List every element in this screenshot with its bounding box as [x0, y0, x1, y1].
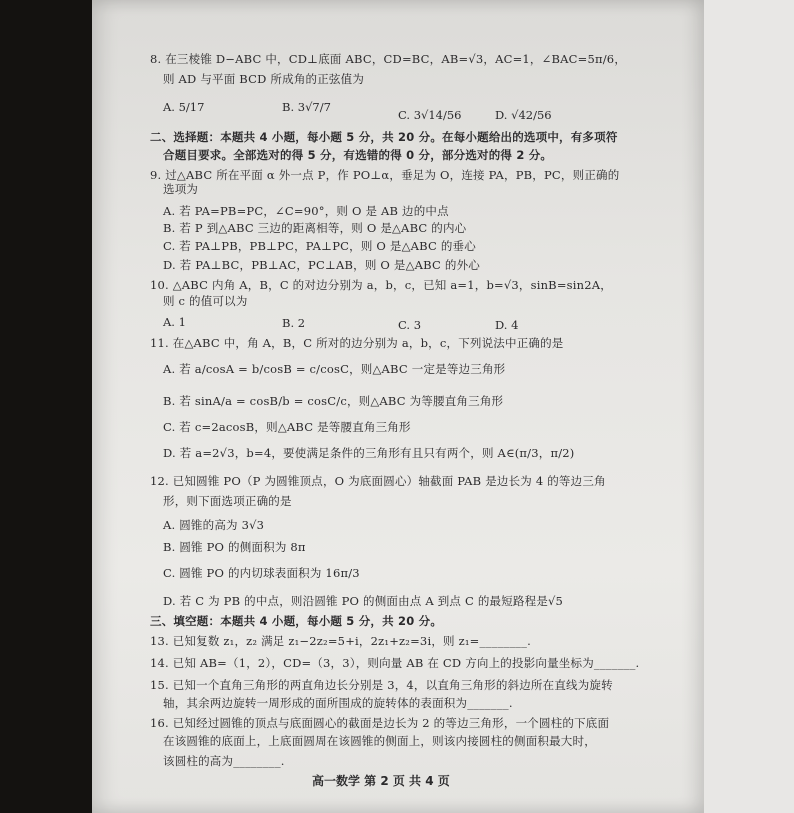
- q8-option-a: A. 5/17: [163, 100, 205, 114]
- q8-option-b: B. 3√7/7: [282, 100, 331, 114]
- q9-line1: 9. 过△ABC 所在平面 α 外一点 P，作 PO⊥α，垂足为 O，连接 PA，PB，PC，则正确的: [150, 168, 620, 182]
- q9-option-c: C. 若 PA⊥PB，PB⊥PC，PA⊥PC，则 O 是△ABC 的垂心: [163, 239, 476, 253]
- q10-option-c: C. 3: [398, 318, 422, 332]
- dark-background-left: [0, 0, 92, 813]
- q16-line1: 16. 已知经过圆锥的顶点与底面圆心的截面是边长为 2 的等边三角形，一个圆柱的下底面: [150, 716, 610, 730]
- section2-heading-line2: 合题目要求。全部选对的得 5 分，有选错的得 0 分，部分选对的得 2 分。: [163, 148, 553, 162]
- section2-heading-line1: 二、选择题：本题共 4 小题，每小题 5 分，共 20 分。在每小题给出的选项中，有多项符: [150, 130, 618, 144]
- q10-option-a: A. 1: [163, 315, 186, 329]
- q12-option-a: A. 圆锥的高为 3√3: [163, 518, 265, 532]
- q14: 14. 已知 AB=（1，2），CD=（3，3），则向量 AB 在 CD 方向上的投影向量坐标为_______.: [150, 656, 640, 670]
- q9-option-b: B. 若 P 到△ABC 三边的距离相等，则 O 是△ABC 的内心: [163, 221, 467, 235]
- q8-option-d: D. √42/56: [495, 108, 552, 122]
- q9-option-d: D. 若 PA⊥BC，PB⊥AC，PC⊥AB，则 O 是△ABC 的外心: [163, 258, 480, 272]
- q12-option-d: D. 若 C 为 PB 的中点，则沿圆锥 PO 的侧面由点 A 到点 C 的最短路程是√5: [163, 594, 564, 608]
- q11-option-d: D. 若 a=2√3，b=4，要使满足条件的三角形有且只有两个，则 A∈(π/3，π/2): [163, 446, 575, 460]
- q9-line2: 选项为: [163, 182, 199, 196]
- q12-line1: 12. 已知圆锥 PO（P 为圆锥顶点，O 为底面圆心）轴截面 PAB 是边长为 4 的等边三角: [150, 474, 606, 488]
- q10-line2: 则 c 的值可以为: [163, 294, 248, 308]
- q10-option-d: D. 4: [495, 318, 519, 332]
- q11-option-c: C. 若 c=2acosB，则△ABC 是等腰直角三角形: [163, 420, 411, 434]
- q11-option-a: A. 若 a/cosA = b/cosB = c/cosC，则△ABC 一定是等边三角形: [163, 362, 506, 376]
- background-right: [704, 0, 794, 813]
- q15-line2: 轴，其余两边旋转一周形成的面所围成的旋转体的表面积为_______.: [163, 696, 513, 710]
- q11-line1: 11. 在△ABC 中，角 A，B，C 所对的边分别为 a，b，c，下列说法中正确的是: [150, 336, 564, 350]
- q11-option-b: B. 若 sinA/a = cosB/b = cosC/c，则△ABC 为等腰直角三角形: [163, 394, 504, 408]
- q12-option-b: B. 圆锥 PO 的侧面积为 8π: [163, 540, 306, 554]
- q8-option-c: C. 3√14/56: [398, 108, 462, 122]
- q8-line1: 8. 在三棱锥 D−ABC 中，CD⊥底面 ABC，CD=BC，AB=√3，AC=1，∠BAC=5π/6，: [150, 52, 627, 66]
- q16-line2: 在该圆锥的底面上，上底面圆周在该圆锥的侧面上，则该内接圆柱的侧面积最大时，: [163, 734, 596, 748]
- section3-heading: 三、填空题：本题共 4 小题，每小题 5 分，共 20 分。: [150, 614, 443, 628]
- q12-line2: 形，则下面选项正确的是: [163, 494, 292, 508]
- q8-line2: 则 AD 与平面 BCD 所成角的正弦值为: [163, 72, 365, 86]
- q13: 13. 已知复数 z₁，z₂ 满足 z₁−2z₂=5+i，2z₁+z₂=3i，则 z₁=________.: [150, 634, 531, 648]
- q12-option-c: C. 圆锥 PO 的内切球表面积为 16π/3: [163, 566, 360, 580]
- q9-option-a: A. 若 PA=PB=PC，∠C=90°，则 O 是 AB 边的中点: [163, 204, 449, 218]
- q10-option-b: B. 2: [282, 316, 306, 330]
- q10-line1: 10. △ABC 内角 A，B，C 的对边分别为 a，b，c，已知 a=1，b=√3，sinB=sin2A，: [150, 278, 612, 292]
- q15-line1: 15. 已知一个直角三角形的两直角边长分别是 3，4，以直角三角形的斜边所在直线为旋转: [150, 678, 613, 692]
- page-footer: 高一数学 第 2 页 共 4 页: [312, 774, 450, 788]
- q16-line3: 该圆柱的高为________.: [163, 754, 285, 768]
